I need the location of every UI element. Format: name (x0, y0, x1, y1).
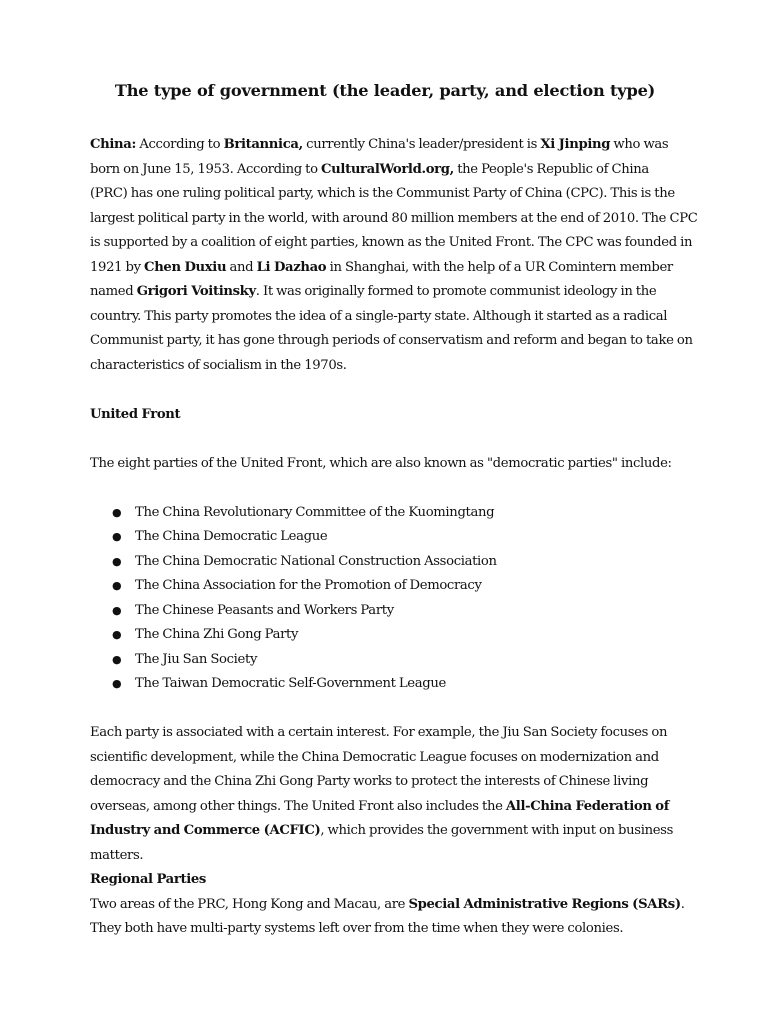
bullet-icon: ● (112, 677, 122, 690)
comintern-member: Grigori Voitinsky (136, 284, 256, 299)
acfic-name-part2: Industry and Commerce (ACFIC) (90, 823, 321, 838)
parties-list (90, 501, 680, 697)
bullet-icon: ● (112, 579, 122, 592)
list-item: ● The China Revolutionary Committee of the Kuomingtang (90, 501, 680, 526)
document-page (90, 78, 698, 942)
regional-parties-heading: Regional Parties (90, 872, 206, 887)
leader-name: Xi Jinping (540, 137, 611, 152)
bullet-icon: ● (112, 505, 122, 519)
china-label: China: (90, 137, 136, 152)
list-item: ● The Taiwan Democratic Self-Government League (90, 672, 680, 697)
founder-chen-duxiu: Chen Duxiu (144, 259, 227, 275)
founder-li-dazhao: Li Dazhao (256, 259, 327, 275)
bullet-icon: ● (112, 628, 122, 641)
list-item: ● The China Democratic League (90, 525, 680, 550)
interest-paragraph: Each party is associated with a certain interest. For example, the Jiu San Society focuses on scientific development, while the China Democratic League focuses on modernization and democracy and the China Zhi Gong Party works to protect the interests of Chinese living overseas, among other things. The United Front also includes the All-China Federation of Industry and Commerce (ACFIC), which provides the government with input on business matters. (90, 725, 674, 863)
sars-term: Special Administrative Regions (SARs) (408, 896, 681, 912)
bullet-icon: ● (112, 652, 122, 666)
culturalworld-source: CulturalWorld.org, (321, 161, 454, 177)
list-item: ● The China Democratic National Construction Association (90, 550, 680, 575)
page-title: The type of government (the leader, party, and election type) (114, 81, 656, 100)
united-front-heading: United Front (90, 406, 181, 422)
bullet-icon: ● (112, 530, 122, 543)
list-item: ● The China Zhi Gong Party (90, 623, 680, 648)
acfic-name-part1: All-China Federation of (505, 798, 670, 814)
list-item: ● The Jiu San Society (90, 648, 680, 673)
list-item: ● The China Association for the Promotion of Democracy (90, 574, 680, 599)
united-front-intro: The eight parties of the United Front, which are also known as "democratic parties" include: (90, 455, 672, 471)
china-paragraph: China: According to Britannica, currently China's leader/president is Xi Jinping who was born on June 15, 1953. According to CulturalWorld.org, the People's Republic of China (PRC) has one ruling political party, which is the Communist Party of China (CPC). This is the largest political party in the world, with around 80 million members at the end of 2010. The CPC is supported by a coalition of eight parties, known as the United Front. The CPC was founded in 1921 by Chen Duxiu and Li Dazhao in Shanghai, with the help of a UR Comintern member named Grigori Voitinsky. It was originally formed to promote communist ideology in the country. This party promotes the idea of a single-party state. Although it started as a radical Communist party, it has gone through periods of conservatism and reform and began to take on characteristics of socialism in the 1970s. (90, 137, 698, 373)
list-item: ● The Chinese Peasants and Workers Party (90, 599, 680, 624)
britannica-source: Britannica, (223, 137, 303, 152)
regional-paragraph: Two areas of the PRC, Hong Kong and Macau, are Special Administrative Regions (SARs). They both have multi-party systems left over from the time when they were colonies. (90, 896, 685, 936)
bullet-icon: ● (112, 554, 122, 568)
bullet-icon: ● (112, 603, 122, 617)
